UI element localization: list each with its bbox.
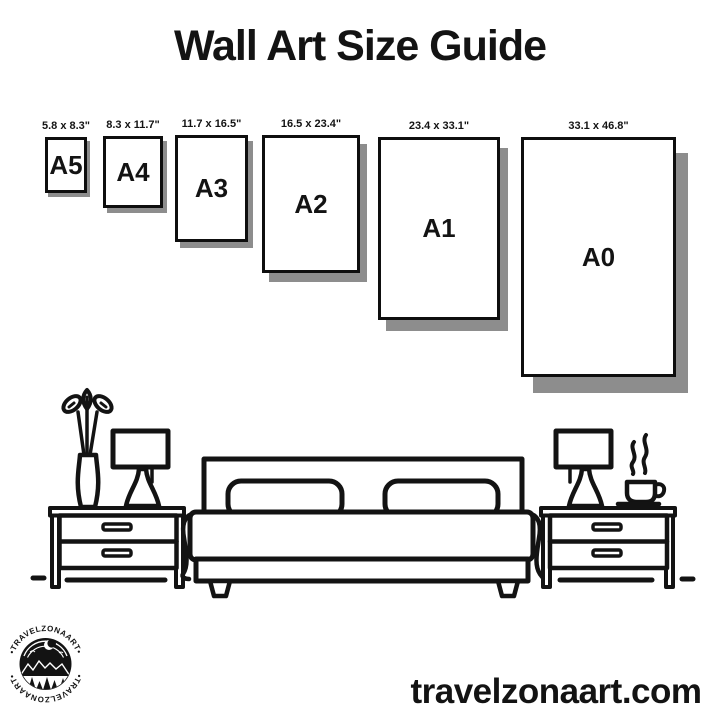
table-lamp-left-icon (113, 431, 168, 506)
website-url: travelzonaart.com (410, 672, 702, 711)
badge-text-bottom: •TRAVELZONAART• (7, 673, 84, 705)
size-dimensions-label: 33.1 x 46.8" (568, 120, 629, 132)
steam-icon (644, 435, 647, 473)
double-bed-icon (182, 459, 549, 596)
size-frame-a0 (521, 119, 676, 377)
size-frame-a1 (378, 119, 500, 320)
page-title: Wall Art Size Guide (173, 22, 547, 70)
steam-icon (632, 442, 635, 474)
size-name: A3 (194, 173, 229, 203)
size-dimensions-label: 16.5 x 23.4" (280, 118, 342, 130)
table-lamp-right-icon (556, 431, 611, 506)
paper-preview-a4 (103, 136, 163, 208)
size-frame-a3 (175, 117, 248, 242)
size-dimensions-label: 11.7 x 16.5" (181, 118, 242, 130)
coffee-cup-icon (618, 435, 664, 504)
size-dimensions-label: 5.8 x 8.3" (41, 120, 91, 132)
size-frame-a5 (41, 119, 91, 193)
nightstand-right-icon (541, 508, 675, 587)
paper-preview-a0 (521, 137, 676, 377)
paper-preview-a3 (175, 135, 248, 242)
badge-text-top: •TRAVELZONAART• (7, 623, 84, 655)
flower-vase-icon (60, 390, 114, 507)
bedroom-illustration (0, 385, 720, 615)
size-frame-a4 (103, 118, 163, 208)
brand-logo (3, 621, 88, 706)
size-name: A0 (581, 241, 616, 272)
nightstand-left-icon (50, 508, 184, 587)
size-frame-a2 (262, 117, 360, 273)
paper-preview-a5 (45, 137, 87, 193)
size-name: A1 (422, 213, 456, 243)
size-dimensions-label: 23.4 x 33.1" (408, 120, 470, 132)
size-name: A4 (116, 156, 150, 187)
size-dimensions-label: 8.3 x 11.7" (106, 119, 160, 131)
paper-preview-a1 (378, 137, 500, 320)
size-name: A2 (294, 188, 328, 219)
paper-preview-a2 (262, 135, 360, 273)
size-name: A5 (49, 149, 83, 180)
